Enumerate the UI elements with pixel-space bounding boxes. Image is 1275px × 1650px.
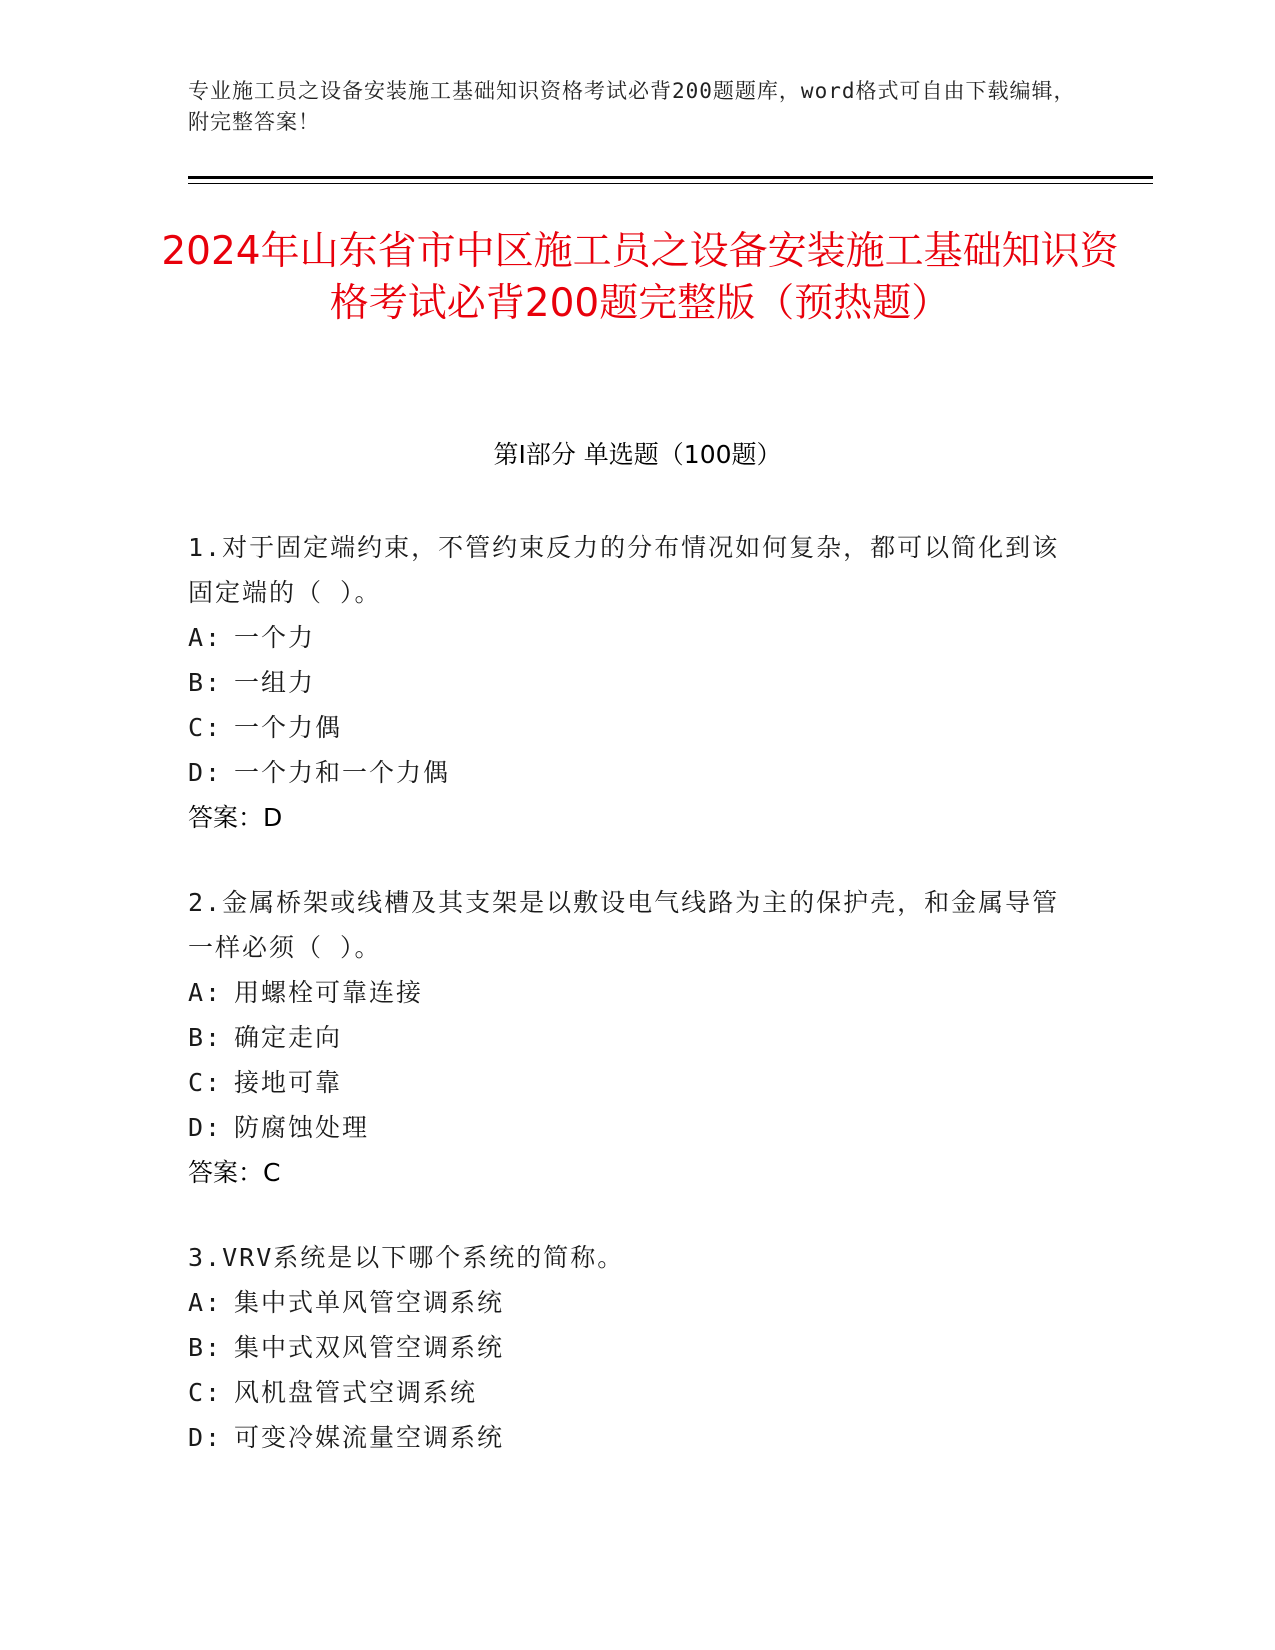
- option-letter: D:: [188, 1423, 223, 1452]
- option-text: 接地可靠: [234, 1068, 343, 1097]
- option-letter: C:: [188, 1068, 223, 1097]
- option-letter: A:: [188, 978, 223, 1007]
- option-d: [188, 750, 1068, 795]
- section-heading: 第Ⅰ部分 单选题（100题）: [493, 440, 782, 469]
- question-item: [188, 880, 1068, 1195]
- option-letter: B:: [188, 668, 223, 697]
- option-a: [188, 615, 1068, 660]
- document-title: 2024年山东省市中区施工员之设备安装施工基础知识资格考试必背200题完整版（预热题）: [161, 229, 1119, 326]
- option-b: [188, 1325, 1068, 1370]
- option-letter: A:: [188, 1288, 223, 1317]
- option-text: 确定走向: [234, 1023, 343, 1052]
- option-text: 集中式双风管空调系统: [234, 1333, 505, 1362]
- option-letter: D:: [188, 1113, 223, 1142]
- option-text: 集中式单风管空调系统: [234, 1288, 505, 1317]
- option-letter: A:: [188, 623, 223, 652]
- header-note: 专业施工员之设备安装施工基础知识资格考试必背200题题库，word格式可自由下载编辑，附完整答案！: [188, 79, 1076, 134]
- option-a: [188, 1280, 1068, 1325]
- option-text: 一个力偶: [234, 713, 343, 742]
- question-item: [188, 1235, 1068, 1460]
- option-d: [188, 1415, 1068, 1460]
- option-letter: C:: [188, 1378, 223, 1407]
- option-text: 用螺栓可靠连接: [234, 978, 424, 1007]
- option-letter: B:: [188, 1333, 223, 1362]
- option-b: [188, 1015, 1068, 1060]
- question-stem: 2.金属桥架或线槽及其支架是以敷设电气线路为主的保护壳，和金属导管一样必须（ ）。: [188, 888, 1060, 962]
- option-text: 风机盘管式空调系统: [234, 1378, 478, 1407]
- option-letter: D:: [188, 758, 223, 787]
- option-letter: B:: [188, 1023, 223, 1052]
- option-c: [188, 1060, 1068, 1105]
- option-c: [188, 1370, 1068, 1415]
- option-text: 可变冷媒流量空调系统: [234, 1423, 505, 1452]
- option-c: [188, 705, 1068, 750]
- header-rule-thin: [188, 183, 1153, 184]
- option-text: 一组力: [234, 668, 316, 697]
- question-item: [188, 525, 1068, 840]
- option-letter: C:: [188, 713, 223, 742]
- answer-line: 答案：C: [188, 1158, 281, 1187]
- option-a: [188, 970, 1068, 1015]
- option-text: 防腐蚀处理: [234, 1113, 370, 1142]
- answer-line: 答案：D: [188, 803, 283, 832]
- option-b: [188, 660, 1068, 705]
- question-list: [188, 525, 1068, 1500]
- option-text: 一个力和一个力偶: [234, 758, 451, 787]
- option-d: [188, 1105, 1068, 1150]
- header-rule-thick: [188, 176, 1153, 179]
- question-stem: 1.对于固定端约束，不管约束反力的分布情况如何复杂，都可以简化到该固定端的（ ）。: [188, 533, 1060, 607]
- question-stem: 3.VRV系统是以下哪个系统的简称。: [188, 1243, 625, 1272]
- option-text: 一个力: [234, 623, 316, 652]
